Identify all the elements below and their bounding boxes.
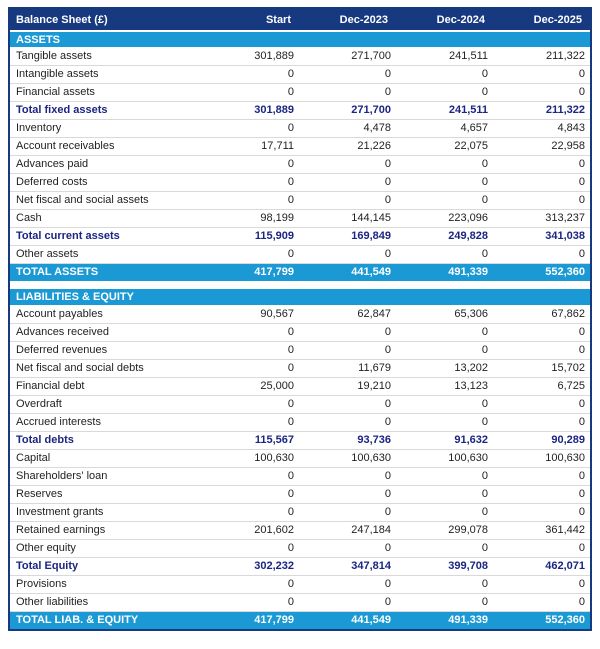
cell-value: 0	[493, 245, 590, 263]
row-label: Inventory	[10, 119, 202, 137]
cell-value: 0	[299, 245, 396, 263]
cell-value: 0	[299, 485, 396, 503]
cell-value: 0	[493, 65, 590, 83]
cell-value: 0	[493, 173, 590, 191]
cell-value: 0	[493, 155, 590, 173]
subtotal-row	[10, 431, 590, 449]
row-label: Net fiscal and social debts	[10, 359, 202, 377]
cell-value: 0	[299, 341, 396, 359]
table-header-row	[10, 9, 590, 31]
cell-value: 0	[202, 341, 299, 359]
cell-value	[202, 31, 299, 47]
cell-value: 0	[202, 467, 299, 485]
data-row	[10, 47, 590, 65]
cell-value: 17,711	[202, 137, 299, 155]
cell-value: 0	[396, 575, 493, 593]
cell-value: 0	[493, 395, 590, 413]
cell-value: 21,226	[299, 137, 396, 155]
row-label: Overdraft	[10, 395, 202, 413]
cell-value: 249,828	[396, 227, 493, 245]
column-header-dec-2023: Dec-2023	[299, 9, 396, 31]
cell-value: 0	[299, 83, 396, 101]
cell-value: 67,862	[493, 305, 590, 323]
cell-value: 0	[299, 323, 396, 341]
cell-value: 0	[396, 65, 493, 83]
cell-value: 0	[396, 341, 493, 359]
cell-value: 0	[299, 575, 396, 593]
section-gap	[10, 281, 590, 289]
row-label: Retained earnings	[10, 521, 202, 539]
cell-value: 100,630	[299, 449, 396, 467]
cell-value: 0	[396, 173, 493, 191]
total-row	[10, 263, 590, 281]
cell-value: 0	[396, 467, 493, 485]
cell-value: 0	[202, 173, 299, 191]
row-label: Advances paid	[10, 155, 202, 173]
data-row	[10, 137, 590, 155]
cell-value: 0	[396, 83, 493, 101]
cell-value: 399,708	[396, 557, 493, 575]
cell-value	[299, 289, 396, 305]
data-row	[10, 119, 590, 137]
cell-value: 247,184	[299, 521, 396, 539]
balance-sheet-table-container	[8, 7, 592, 631]
column-header-dec-2024: Dec-2024	[396, 9, 493, 31]
cell-value: 0	[396, 539, 493, 557]
cell-value: 0	[493, 593, 590, 611]
cell-value: 0	[493, 323, 590, 341]
cell-value: 90,289	[493, 431, 590, 449]
cell-value: 223,096	[396, 209, 493, 227]
cell-value: 0	[202, 593, 299, 611]
subtotal-row	[10, 227, 590, 245]
cell-value: 0	[299, 467, 396, 485]
cell-value: 0	[202, 119, 299, 137]
row-label: Shareholders' loan	[10, 467, 202, 485]
cell-value: 0	[396, 395, 493, 413]
cell-value: 0	[493, 413, 590, 431]
cell-value: 15,702	[493, 359, 590, 377]
cell-value: 25,000	[202, 377, 299, 395]
cell-value: 361,442	[493, 521, 590, 539]
cell-value: 491,339	[396, 263, 493, 281]
cell-value	[493, 31, 590, 47]
cell-value: 6,725	[493, 377, 590, 395]
cell-value: 0	[493, 503, 590, 521]
row-label: Account receivables	[10, 137, 202, 155]
cell-value: 347,814	[299, 557, 396, 575]
cell-value: 100,630	[202, 449, 299, 467]
cell-value: 0	[299, 155, 396, 173]
column-header-dec-2025: Dec-2025	[493, 9, 590, 31]
row-label: TOTAL ASSETS	[10, 263, 202, 281]
spacer-row	[10, 281, 590, 289]
cell-value: 0	[493, 575, 590, 593]
cell-value: 169,849	[299, 227, 396, 245]
row-label: Total current assets	[10, 227, 202, 245]
cell-value: 0	[202, 539, 299, 557]
cell-value: 0	[299, 191, 396, 209]
cell-value: 22,075	[396, 137, 493, 155]
data-row	[10, 449, 590, 467]
row-label: TOTAL LIAB. & EQUITY	[10, 611, 202, 629]
cell-value: 0	[396, 191, 493, 209]
row-label: Advances received	[10, 323, 202, 341]
row-label: Tangible assets	[10, 47, 202, 65]
cell-value: 0	[299, 503, 396, 521]
row-label: Other assets	[10, 245, 202, 263]
cell-value: 441,549	[299, 611, 396, 629]
cell-value: 0	[202, 503, 299, 521]
data-row	[10, 191, 590, 209]
cell-value: 462,071	[493, 557, 590, 575]
cell-value: 0	[493, 467, 590, 485]
cell-value: 0	[396, 485, 493, 503]
cell-value: 0	[202, 323, 299, 341]
balance-sheet-table	[10, 9, 590, 629]
cell-value: 341,038	[493, 227, 590, 245]
cell-value: 0	[396, 413, 493, 431]
cell-value: 0	[202, 191, 299, 209]
data-row	[10, 245, 590, 263]
cell-value: 0	[396, 593, 493, 611]
cell-value: 211,322	[493, 101, 590, 119]
cell-value: 93,736	[299, 431, 396, 449]
row-label: Reserves	[10, 485, 202, 503]
cell-value: 4,843	[493, 119, 590, 137]
cell-value	[493, 289, 590, 305]
cell-value: 22,958	[493, 137, 590, 155]
row-label: Financial debt	[10, 377, 202, 395]
cell-value: 115,909	[202, 227, 299, 245]
cell-value: 0	[493, 83, 590, 101]
data-row	[10, 173, 590, 191]
cell-value: 115,567	[202, 431, 299, 449]
data-row	[10, 539, 590, 557]
cell-value: 144,145	[299, 209, 396, 227]
cell-value: 4,478	[299, 119, 396, 137]
cell-value: 271,700	[299, 101, 396, 119]
data-row	[10, 377, 590, 395]
column-header-start: Start	[202, 9, 299, 31]
cell-value: 91,632	[396, 431, 493, 449]
row-label: Capital	[10, 449, 202, 467]
cell-value: 90,567	[202, 305, 299, 323]
section-row	[10, 289, 590, 305]
row-label: Deferred revenues	[10, 341, 202, 359]
cell-value: 62,847	[299, 305, 396, 323]
cell-value: 0	[396, 245, 493, 263]
cell-value: 552,360	[493, 611, 590, 629]
row-label: Other equity	[10, 539, 202, 557]
data-row	[10, 503, 590, 521]
cell-value: 0	[396, 503, 493, 521]
data-row	[10, 209, 590, 227]
cell-value: 0	[202, 359, 299, 377]
row-label: Deferred costs	[10, 173, 202, 191]
data-row	[10, 467, 590, 485]
cell-value: 100,630	[396, 449, 493, 467]
data-row	[10, 413, 590, 431]
cell-value: 4,657	[396, 119, 493, 137]
cell-value: 0	[299, 539, 396, 557]
cell-value: 0	[202, 395, 299, 413]
cell-value: 0	[299, 395, 396, 413]
table-title: Balance Sheet (£)	[10, 9, 202, 31]
section-row	[10, 31, 590, 47]
cell-value: 0	[202, 65, 299, 83]
cell-value: 0	[493, 539, 590, 557]
row-label: LIABILITIES & EQUITY	[10, 289, 202, 305]
data-row	[10, 65, 590, 83]
data-row	[10, 341, 590, 359]
cell-value: 0	[202, 83, 299, 101]
cell-value: 98,199	[202, 209, 299, 227]
cell-value: 0	[493, 485, 590, 503]
cell-value: 491,339	[396, 611, 493, 629]
row-label: Provisions	[10, 575, 202, 593]
cell-value: 211,322	[493, 47, 590, 65]
row-label: Account payables	[10, 305, 202, 323]
row-label: Financial assets	[10, 83, 202, 101]
cell-value: 0	[299, 413, 396, 431]
row-label: Accrued interests	[10, 413, 202, 431]
subtotal-row	[10, 557, 590, 575]
cell-value: 271,700	[299, 47, 396, 65]
row-label: Total debts	[10, 431, 202, 449]
subtotal-row	[10, 101, 590, 119]
row-label: Cash	[10, 209, 202, 227]
cell-value: 302,232	[202, 557, 299, 575]
cell-value	[202, 289, 299, 305]
cell-value: 241,511	[396, 47, 493, 65]
data-row	[10, 485, 590, 503]
cell-value	[396, 289, 493, 305]
cell-value: 65,306	[396, 305, 493, 323]
data-row	[10, 521, 590, 539]
cell-value: 299,078	[396, 521, 493, 539]
cell-value: 313,237	[493, 209, 590, 227]
data-row	[10, 155, 590, 173]
data-row	[10, 395, 590, 413]
row-label: Total fixed assets	[10, 101, 202, 119]
total-row	[10, 611, 590, 629]
cell-value: 100,630	[493, 449, 590, 467]
data-row	[10, 323, 590, 341]
cell-value: 241,511	[396, 101, 493, 119]
cell-value: 13,202	[396, 359, 493, 377]
cell-value: 441,549	[299, 263, 396, 281]
cell-value: 201,602	[202, 521, 299, 539]
data-row	[10, 305, 590, 323]
cell-value: 0	[299, 173, 396, 191]
cell-value: 301,889	[202, 47, 299, 65]
cell-value: 19,210	[299, 377, 396, 395]
cell-value: 301,889	[202, 101, 299, 119]
cell-value: 0	[202, 155, 299, 173]
cell-value	[299, 31, 396, 47]
row-label: Other liabilities	[10, 593, 202, 611]
cell-value: 417,799	[202, 263, 299, 281]
cell-value: 13,123	[396, 377, 493, 395]
table-body	[10, 31, 590, 629]
row-label: Intangible assets	[10, 65, 202, 83]
cell-value: 0	[299, 593, 396, 611]
cell-value: 0	[493, 191, 590, 209]
cell-value: 0	[299, 65, 396, 83]
cell-value: 552,360	[493, 263, 590, 281]
data-row	[10, 83, 590, 101]
cell-value: 0	[493, 341, 590, 359]
cell-value: 0	[202, 575, 299, 593]
cell-value	[396, 31, 493, 47]
row-label: ASSETS	[10, 31, 202, 47]
cell-value: 0	[396, 323, 493, 341]
row-label: Net fiscal and social assets	[10, 191, 202, 209]
cell-value: 0	[202, 413, 299, 431]
cell-value: 11,679	[299, 359, 396, 377]
cell-value: 0	[202, 245, 299, 263]
data-row	[10, 593, 590, 611]
data-row	[10, 359, 590, 377]
cell-value: 417,799	[202, 611, 299, 629]
cell-value: 0	[396, 155, 493, 173]
row-label: Investment grants	[10, 503, 202, 521]
data-row	[10, 575, 590, 593]
cell-value: 0	[202, 485, 299, 503]
row-label: Total Equity	[10, 557, 202, 575]
